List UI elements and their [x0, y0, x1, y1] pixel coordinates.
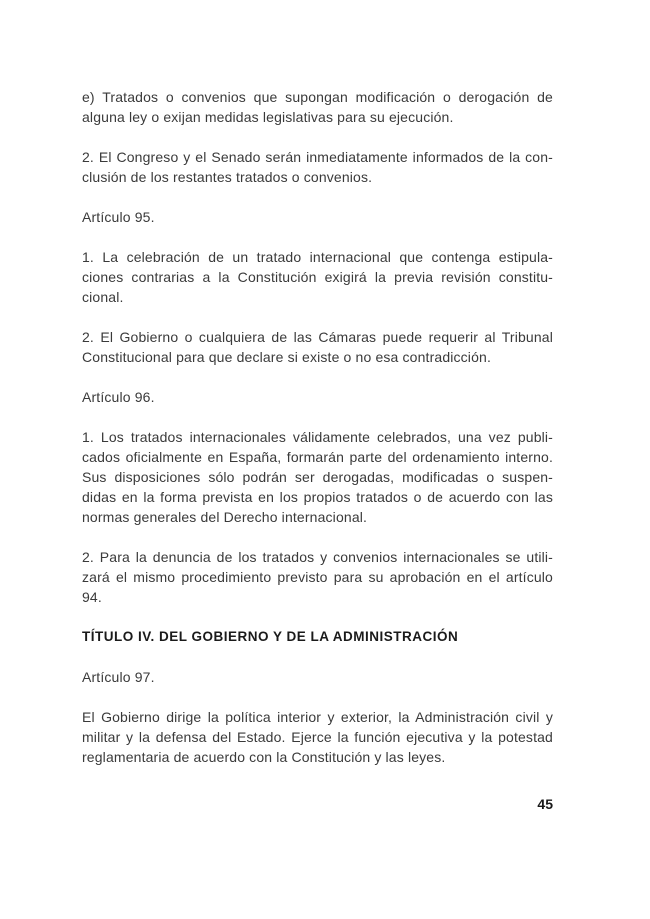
- text-line: Constitucional para que declare si existe o no esa contradicción.: [82, 349, 491, 365]
- paragraph: [82, 547, 553, 607]
- text-line: 94.: [82, 589, 102, 605]
- text-line: militar y la defensa del Estado. Ejerce la función ejecutiva y la potestad: [82, 729, 553, 745]
- article-heading: [82, 387, 553, 407]
- text-line: Artículo 96.: [82, 389, 155, 405]
- text-line: Artículo 97.: [82, 669, 155, 685]
- text-line: clusión de los restantes tratados o convenios.: [82, 169, 373, 185]
- paragraph: [82, 147, 553, 187]
- text-line: 2. El Gobierno o cualquiera de las Cámaras puede requerir al Tribunal: [82, 329, 553, 345]
- text-line: Sus disposiciones sólo podrán ser derogadas, modificadas o suspen-: [82, 469, 553, 485]
- text-line: e) Tratados o convenios que supongan modificación o derogación de: [82, 89, 553, 105]
- text-line: cional.: [82, 289, 124, 305]
- text-line: alguna ley o exijan medidas legislativas para su ejecución.: [82, 109, 454, 125]
- paragraph: [82, 327, 553, 367]
- article-heading: [82, 667, 553, 687]
- text-line: 1. Los tratados internacionales válidamente celebrados, una vez publi-: [82, 429, 553, 445]
- text-line: Artículo 95.: [82, 209, 155, 225]
- text-line: cados oficialmente en España, formarán parte del ordenamiento interno.: [82, 449, 553, 465]
- text-line: 2. Para la denuncia de los tratados y convenios internacionales se utili-: [82, 549, 553, 565]
- paragraph: [82, 247, 553, 307]
- page-number: 45: [537, 796, 553, 812]
- text-line: 2. El Congreso y el Senado serán inmediatamente informados de la con-: [82, 149, 553, 165]
- article-heading: [82, 207, 553, 227]
- paragraph: [82, 427, 553, 527]
- section-heading: TÍTULO IV. DEL GOBIERNO Y DE LA ADMINISTRACIÓN: [82, 629, 459, 644]
- text-line: reglamentaria de acuerdo con la Constitución y las leyes.: [82, 749, 446, 765]
- text-line: El Gobierno dirige la política interior y exterior, la Administración civil y: [82, 709, 553, 725]
- text-line: ciones contrarias a la Constitución exigirá la previa revisión constitu-: [82, 269, 553, 285]
- document-page: [82, 87, 553, 787]
- text-line: didas en la forma prevista en los propios tratados o de acuerdo con las: [82, 489, 553, 505]
- text-line: normas generales del Derecho internacional.: [82, 509, 368, 525]
- paragraph: [82, 87, 553, 127]
- text-line: zará el mismo procedimiento previsto para su aprobación en el artículo: [82, 569, 553, 585]
- text-line: 1. La celebración de un tratado internacional que contenga estipula-: [82, 249, 553, 265]
- paragraph: [82, 707, 553, 767]
